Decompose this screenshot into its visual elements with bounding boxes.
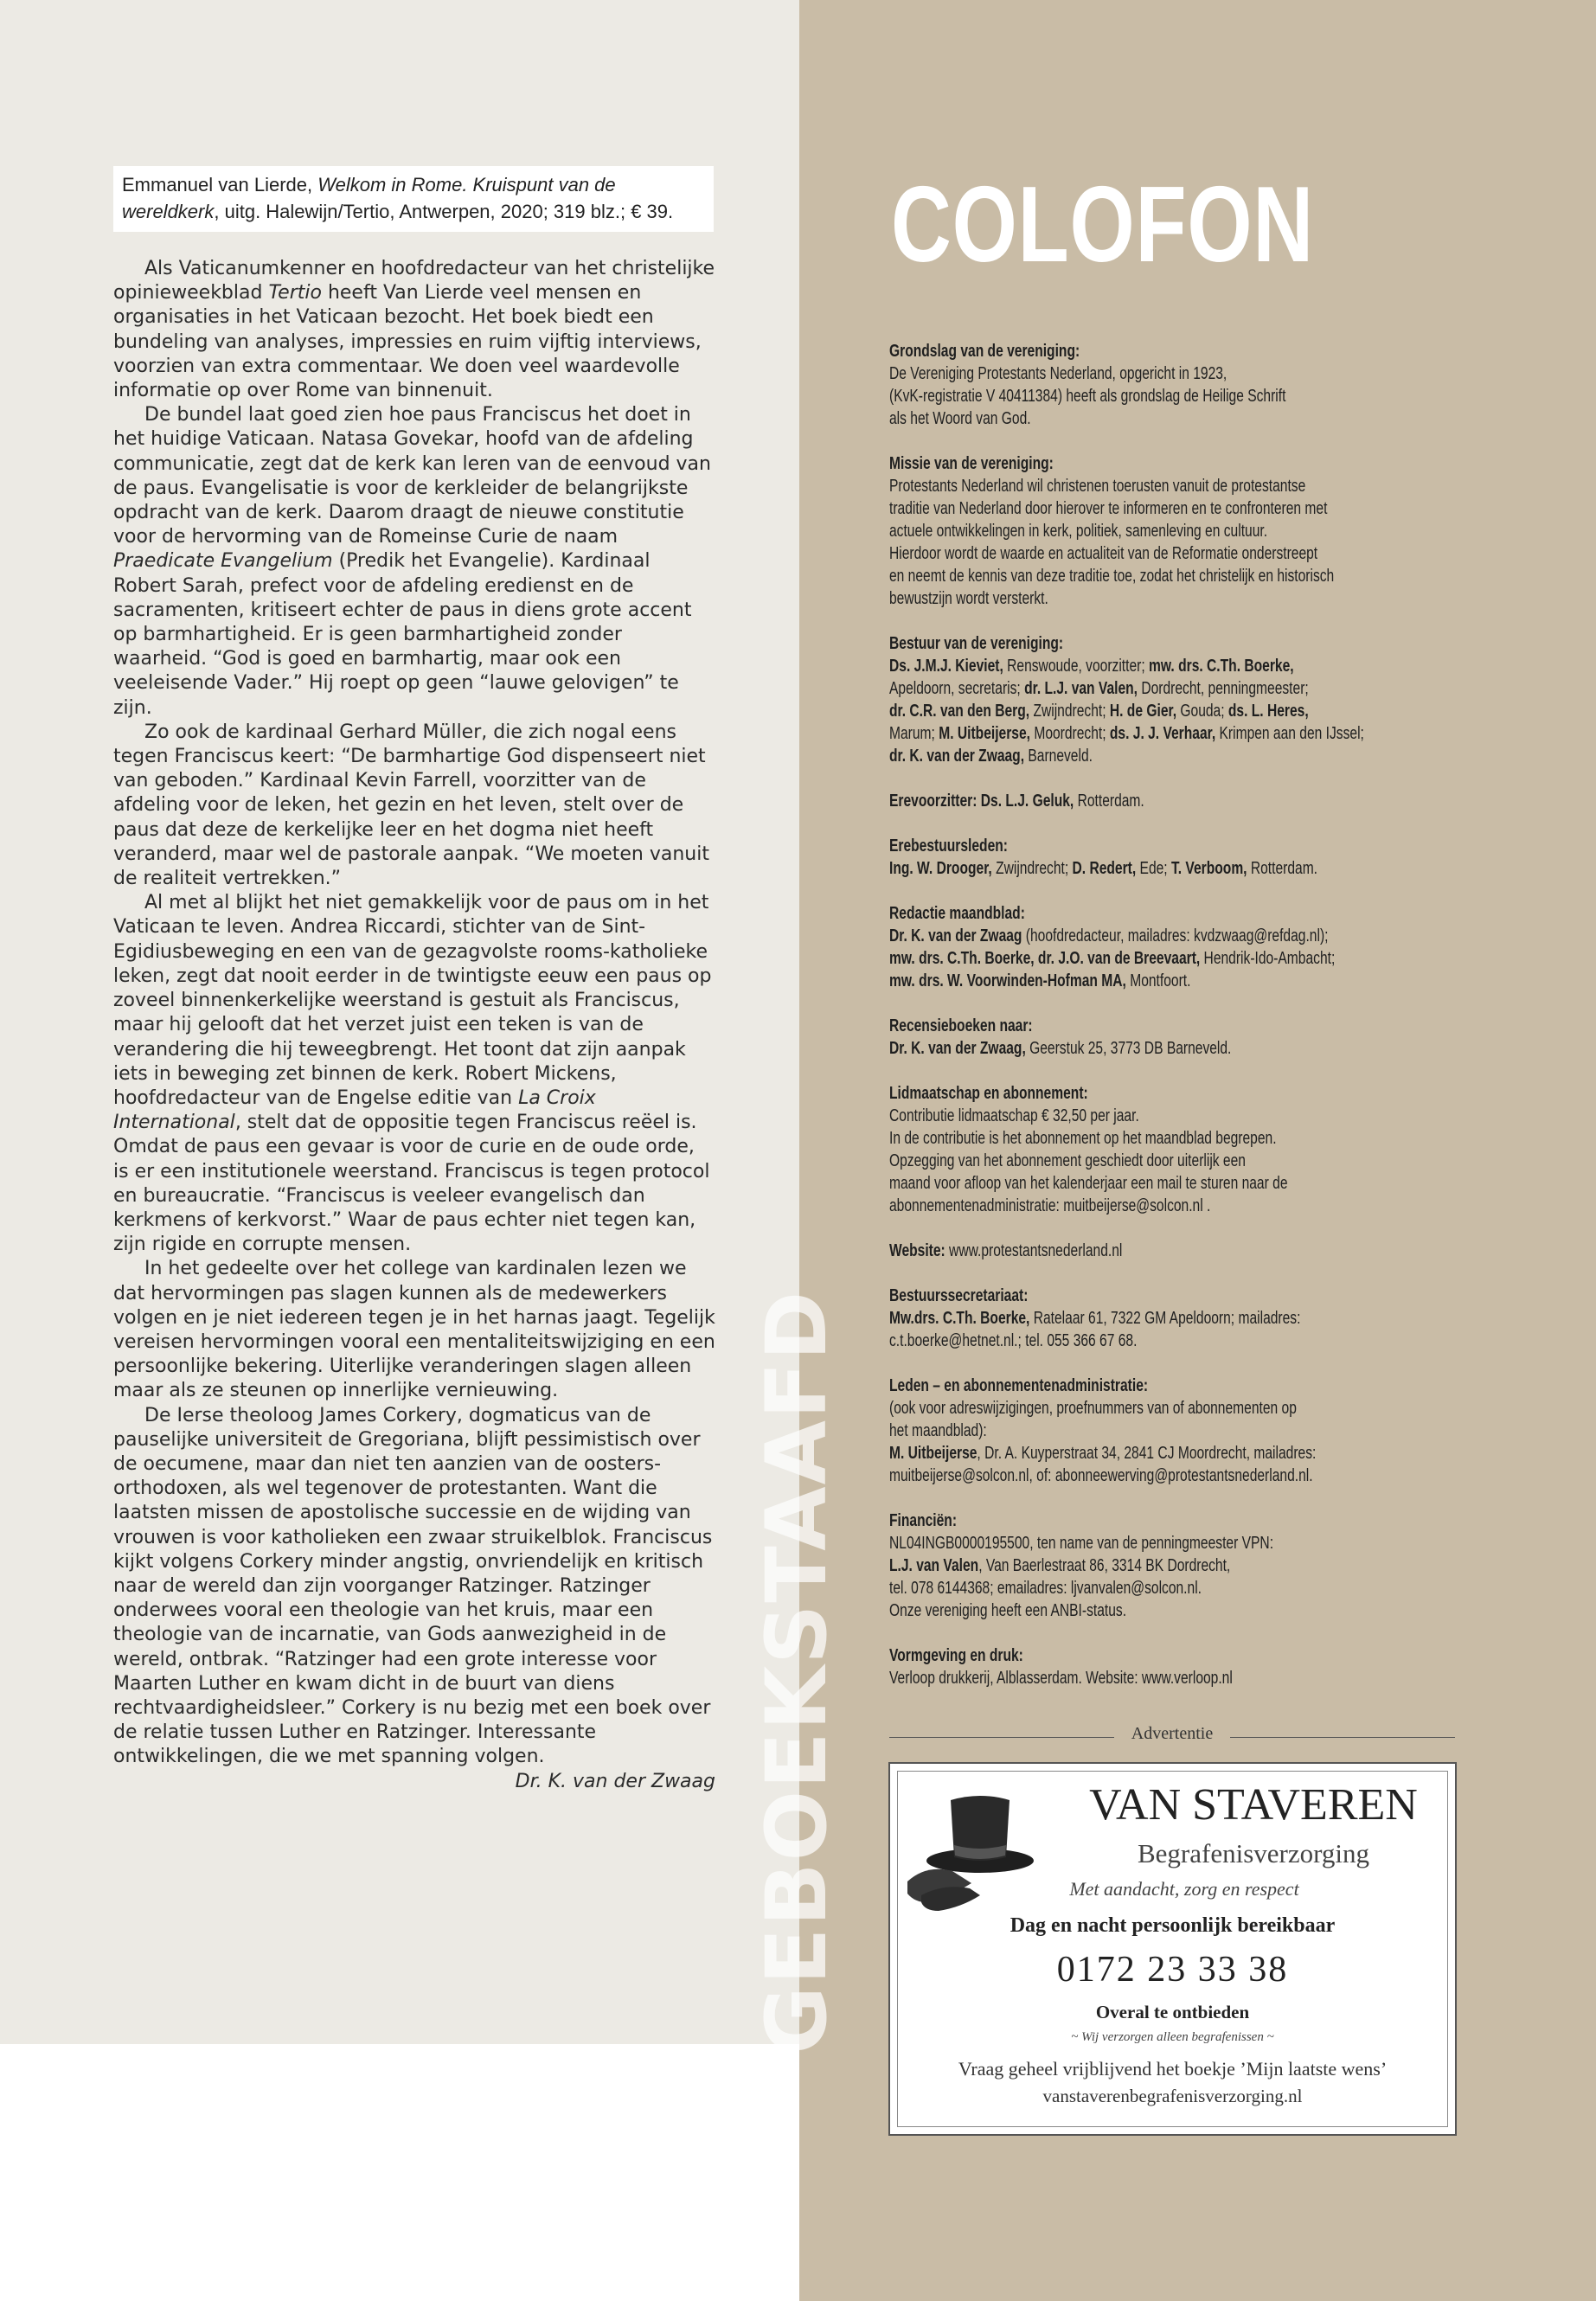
line: abonnementenadministratie: muitbeijerse@solcon.nl . [889, 1196, 1211, 1215]
heading: Missie van de vereniging: [889, 454, 1054, 473]
paragraph: In het gedeelte over het college van kardinalen lezen we dat hervormingen pas slagen kunnen als de medewerkers volgen en je niet iedereen tegen je in het harnas jaagt. Tegelijk vereisen hervormingen vooral een mentaliteitswijziging en een persoonlijke bekering. Uiterlijke veranderingen slagen alleen maar als ze steunen op innerlijke vernieuwing. [113, 1258, 715, 1402]
company-subtitle: Begrafenisverzorging [1138, 1838, 1369, 1868]
company-tagline: Met aandacht, zorg en respect [1069, 1878, 1299, 1900]
colofon-redactie [889, 902, 1456, 992]
colofon-financien [889, 1509, 1456, 1622]
line: mw. drs. W. Voorwinden-Hofman MA, Montfoort. [889, 971, 1191, 990]
line: en neemt de kennis van deze traditie toe, zodat het christelijk en historisch [889, 567, 1335, 586]
advert-website-link[interactable]: vanstaverenbegrafenisverzorging.nl [1042, 2086, 1303, 2106]
review-article [113, 257, 715, 1794]
line: L.J. van Valen, Van Baerlestraat 86, 3314 BK Dordrecht, [889, 1556, 1231, 1575]
section-label-vertical: GEBOEKSTAAFD [748, 1289, 845, 2054]
paragraph: Ing. W. Drooger, Zwijndrecht; D. Redert, Ede; T. Verboom, Rotterdam. [889, 859, 1318, 878]
colofon-recensie [889, 1015, 1456, 1060]
line: muitbeijerse@solcon.nl, of: abonneewerving@protestantsnederland.nl. [889, 1466, 1313, 1485]
italic-text: Praedicate Evangelium [113, 550, 333, 573]
book-title: Welkom in Rome. Kruispunt van de wereldkerk [122, 174, 616, 222]
line: Verloop drukkerij, Alblasserdam. Website: www.verloop.nl [889, 1669, 1233, 1688]
line: actuele ontwikkelingen in kerk, politiek, samenleving en cultuur. [889, 522, 1268, 541]
line: mw. drs. C.Th. Boerke, dr. J.O. van de Breevaart, Hendrik-Ido-Ambacht; [889, 949, 1336, 968]
paragraph: Zo ook de kardinaal Gerhard Müller, die zich nogal eens tegen Franciscus keert: “De barmhartige God dispenseert niet van geboden.” Kardinaal Kevin Farrell, voorzitter van de afdeling voor de leken, het gezin en het leven, stelt over de paus dat deze de kerkelijke leer en het dogma niet heeft veranderd, maar wel de pastorale aanpak. “We moeten vanuit de realiteit vertrekken.” [113, 721, 709, 890]
line: bewustzijn wordt versterkt. [889, 589, 1048, 608]
advertisement-box [888, 1762, 1457, 2136]
colofon-website [889, 1240, 1456, 1262]
booklet-text: Vraag geheel vrijblijvend het boekje ’Mijn laatste wens’ [958, 2058, 1388, 2080]
heading: Recensieboeken naar: [889, 1016, 1033, 1035]
line: M. Uitbeijerse, Dr. A. Kuyperstraat 34, 2841 CJ Moordrecht, mailadres: [889, 1444, 1317, 1463]
book-reference [113, 166, 714, 232]
colofon-missie [889, 452, 1456, 610]
heading: Grondslag van de vereniging: [889, 342, 1080, 361]
line: c.t.boerke@hetnet.nl.; tel. 055 366 67 68. [889, 1331, 1138, 1350]
paragraph [113, 403, 715, 721]
divider [1230, 1737, 1455, 1738]
advertisement-label: Advertentie [1116, 1724, 1228, 1744]
line: (ook voor adreswijzigingen, proefnummers van of abonnementen op [889, 1399, 1297, 1418]
heading: Bestuurssecretariaat: [889, 1286, 1029, 1305]
colofon-ledenadministratie [889, 1375, 1456, 1487]
text: , stelt dat de oppositie tegen Franciscus reëel is. Omdat de paus een gevaar is voor de curie en de oude orde, is er een institutionele weerstand. Franciscus is tegen protocol en bureaucratie. “Franciscus is veeleer evangelisch dan kerkmens of kerkvorst.” Waar de paus echter niet tegen kan, zijn rigide en corrupte mensen. [113, 1112, 710, 1256]
heading: Redactie maandblad: [889, 904, 1025, 923]
text: Al met al blijkt het niet gemakkelijk voor de paus om in het Vaticaan te leven. Andrea Riccardi, stichter van de Sint-Egidiusbeweging en een van de gezagvolste rooms-katholieke leken, zegt dat nooit eerder in de twintigste eeuw een paus op zoveel binnenkerkelijke weerstand is gestuit als Franciscus, maar hij gelooft dat het verzet juist een teken is van de verandering die hij teweegbrengt. Het toont dat zijn aanpak iets in beweging zet binnen de kerk. Robert Mickens, hoofdredacteur van de Engelse editie van [113, 892, 712, 1109]
heading: Bestuur van de vereniging: [889, 634, 1064, 653]
colofon-secretariaat [889, 1285, 1456, 1352]
italic-text: Tertio [268, 282, 322, 304]
line: traditie van Nederland door hierover te informeren en te confronteren met [889, 499, 1328, 518]
colofon-lidmaatschap [889, 1082, 1456, 1217]
line: Opzegging van het abonnement geschiedt door uiterlijk een [889, 1151, 1246, 1170]
colofon-bestuur [889, 632, 1456, 767]
heading: Leden – en abonnementenadministratie: [889, 1376, 1149, 1395]
paragraph: Ds. J.M.J. Kieviet, Renswoude, voorzitter; mw. drs. C.Th. Boerke, Apeldoorn, secretaris; dr. L.J. van Valen, Dordrecht, penningmeester; dr. C.R. van den Berg, Zwijndrecht; H. de Gier, Gouda; ds. L. Heres, Marum; M. Uitbeijerse, Moordrecht; ds. J. J. Verhaar, Krimpen aan den IJssel; dr. K. van der Zwaag, Barneveld. [889, 657, 1364, 766]
paragraph [113, 891, 715, 1257]
availability-text: Dag en nacht persoonlijk bereikbaar [1010, 1914, 1336, 1937]
line: Onze vereniging heeft een ANBI-status. [889, 1601, 1127, 1620]
italic-text: La Croix International [113, 1086, 596, 1134]
line: In de contributie is het abonnement op het maandblad begrepen. [889, 1129, 1277, 1148]
line: het maandblad): [889, 1421, 987, 1440]
paragraph: De Ierse theoloog James Corkery, dogmaticus van de pauselijke universiteit de Gregoriana, blijft pessimistisch over de oecumene, maar dan niet ten aanzien van de oosters-orthodoxen, als wel tegenover de protestanten. Want die laatsten missen de apostolische successie en de wijding van vrouwen is voor katholieken een zwaar struikelblok. Franciscus kijkt volgens Corkery minder angstig, onvriendelijk en kritisch naar de wereld dan zijn voorganger Ratzinger. Ratzinger onderwees vooral een theologie van het kruis, maar een theologie van de incarnatie, van Gods aanwezigheid in de wereld, ontbrak. “Ratzinger had een grote interesse voor Maarten Luther en kwam dicht in de buurt van diens rechtvaardigheidsleer.” Corkery is nu bezig met een boek over de relatie tussen Luther en Ratzinger. Interessante ontwikkelingen, die we met spanning volgen. [113, 1404, 713, 1768]
heading: Erebestuursleden: [889, 836, 1008, 856]
heading: Erevoorzitter: Ds. L.J. Geluk, [889, 792, 1074, 811]
line: (KvK-registratie V 40411384) heeft als grondslag de Heilige Schrift [889, 387, 1286, 406]
service-text: Overal te ontbieden [1095, 2002, 1250, 2022]
line: De Vereniging Protestants Nederland, opgericht in 1923, [889, 364, 1227, 383]
line: Protestants Nederland wil christenen toerusten vanuit de protestantse [889, 477, 1306, 496]
line: Dr. K. van der Zwaag (hoofdredacteur, mailadres: kvdzwaag@refdag.nl); [889, 926, 1329, 945]
line: Dr. K. van der Zwaag, Geerstuk 25, 3773 DB Barneveld. [889, 1039, 1232, 1058]
line: maand voor afloop van het kalenderjaar een mail te sturen naar de [889, 1174, 1288, 1193]
text: De bundel laat goed zien hoe paus Franciscus het doet in het huidige Vaticaan. Natasa Govekar, hoofd van de afdeling communicatie, zegt dat de kerk kan leren van de eenvoud van de paus. Evangelisatie is voor de kerkleider de belangrijkste opdracht van de kerk. Daarom draagt de nieuwe constitutie voor de hervorming van de Romeinse Curie de naam [113, 404, 711, 548]
website-link[interactable]: www.protestantsnederland.nl [945, 1241, 1123, 1260]
heading: Website: [889, 1241, 945, 1260]
company-name: VAN STAVEREN [1089, 1780, 1418, 1830]
divider [889, 1737, 1114, 1738]
line: Contributie lidmaatschap € 32,50 per jaar. [889, 1106, 1139, 1125]
article-author: Dr. K. van der Zwaag [515, 1770, 715, 1792]
book-publisher: , uitg. Halewijn/Tertio, Antwerpen, 2020; 319 blz.; € 39. [214, 201, 674, 222]
text: Rotterdam. [1074, 792, 1144, 811]
text: Als Vaticanumkenner en hoofdredacteur van het christelijke opinieweekblad [113, 258, 715, 304]
colofon-erevoorzitter [889, 790, 1456, 812]
book-author: Emmanuel van Lierde, [122, 174, 318, 195]
phone-number: 0172 23 33 38 [1056, 1950, 1289, 1990]
text: (Predik het Evangelie). Kardinaal Robert Sarah, prefect voor de afdeling eredienst en de sacramenten, kritiseert echter de paus in diens grote accent op barmhartigheid. Er is geen barmhartigheid zonder waarheid. “God is goed en barmhartig, maar ook een veeleisende Vader.” Hij roept op geen “lauwe gelovigen” te zijn. [113, 550, 692, 719]
paragraph [113, 257, 715, 403]
text: heeft Van Lierde veel mensen en organisaties in het Vaticaan bezocht. Het boek biedt een bundeling van analyses, impressies en ruim vijftig interviews, voorzien van extra commentaar. We doen veel waardevolle informatie op over Rome van binnenuit. [113, 282, 702, 402]
small-note: ~ Wij verzorgen alleen begrafenissen ~ [1071, 2030, 1274, 2044]
heading: Financiën: [889, 1511, 958, 1530]
line: Mw.drs. C.Th. Boerke, Ratelaar 61, 7322 GM Apeldoorn; mailadres: [889, 1309, 1301, 1328]
colofon-erebestuur [889, 835, 1456, 880]
line: Hierdoor wordt de waarde en actualiteit van de Reformatie onderstreept [889, 544, 1318, 563]
line: NL04INGB0000195500, ten name van de penningmeester VPN: [889, 1534, 1274, 1553]
colofon-vormgeving [889, 1644, 1456, 1689]
heading: Lidmaatschap en abonnement: [889, 1084, 1088, 1103]
colofon-grondslag [889, 340, 1456, 430]
line: als het Woord van God. [889, 409, 1031, 428]
heading: Vormgeving en druk: [889, 1646, 1023, 1665]
colofon-body [889, 340, 1456, 1712]
line: tel. 078 6144368; emailadres: ljvanvalen@solcon.nl. [889, 1579, 1202, 1598]
colofon-title: COLOFON [891, 165, 1315, 285]
